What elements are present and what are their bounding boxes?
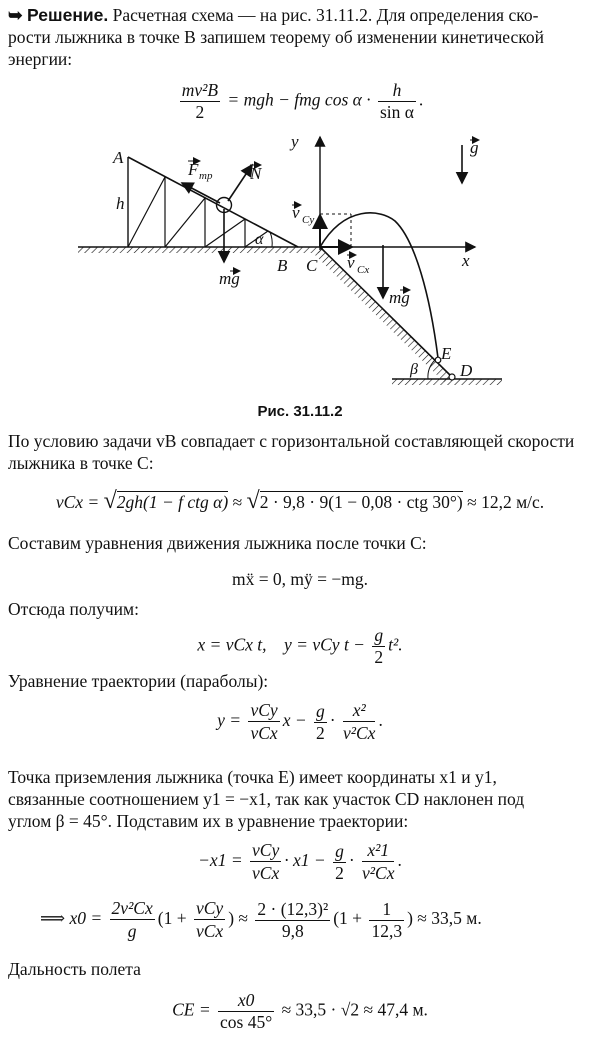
alpha-arc — [270, 232, 272, 247]
label-h: h — [116, 194, 125, 213]
fraction-numeric-x0 — [255, 899, 330, 942]
eq-vcx-lhs: vCx = — [55, 492, 100, 512]
eq-traj-a-num: vCy — [250, 700, 278, 720]
eq-ce-lhs: CE = — [172, 999, 211, 1020]
eq-x0-p1-open: (1 + — [157, 908, 187, 929]
eq-x0-f4-num: 1 — [369, 899, 404, 921]
label-f: F — [188, 160, 199, 179]
motion-paragraph: Составим уравнения движения лыжника после точки C: — [8, 533, 427, 553]
eq-x0-f4-den: 12,3 — [371, 920, 403, 941]
solution-line-3: энергии: — [8, 49, 73, 69]
eq-ce-rhs: ≈ 33,5 · √2 ≈ 47,4 м. — [281, 999, 428, 1020]
eq-x0-lhs: x0 = — [69, 908, 103, 929]
equation-motion: mẍ = 0, mÿ = −mg. — [231, 569, 369, 589]
equation-ce — [0, 990, 600, 1033]
fraction-g-2-traj — [314, 701, 327, 744]
eq-traj-a-den: vCx — [250, 723, 278, 743]
trajectory-parabola — [320, 213, 438, 358]
eq-vcx-rad-2: 2 · 9,8 · 9(1 − 0,08 · ctg 30°) — [259, 492, 463, 512]
eq-traj-end: . — [378, 710, 383, 731]
fraction-1-12 — [369, 899, 404, 942]
eq-land-dot: · — [348, 850, 355, 871]
eq-energy-h-den: sin α — [379, 102, 414, 122]
solution-line-2: рости лыжника в точке B запишем теорему об изменении кинетической — [8, 27, 544, 47]
fraction-g-2 — [372, 625, 385, 668]
figure-caption: Рис. 31.11.2 — [257, 403, 343, 420]
fraction-x0-cos — [218, 990, 274, 1033]
eq-x0-approx: ≈ — [238, 908, 248, 929]
eq-ce-num: x0 — [237, 990, 255, 1010]
ramp-truss-5 — [205, 219, 245, 247]
label-x: x — [462, 251, 470, 270]
eq-x0-f2-num: vCy — [195, 898, 224, 918]
eq-xy-x: x = vCx t, — [197, 634, 267, 655]
eq-land-lhs: −x1 = — [198, 850, 243, 871]
label-y: y — [291, 132, 299, 151]
label-mg-2: mg — [389, 288, 410, 307]
eq-x0-f1-num: 2v²Cx — [111, 898, 153, 918]
label-b: B — [277, 256, 288, 275]
label-g: g — [470, 138, 479, 157]
fraction-vcy-vcx-x0 — [194, 898, 225, 942]
eq-x0-f3-num: 2 · (12,3)² — [257, 898, 329, 919]
fraction-vcy-vcx-land — [250, 840, 281, 884]
eq-energy-end: . — [418, 89, 424, 110]
eq-traj-dot: · — [329, 710, 336, 731]
solution-paragraph — [8, 4, 592, 70]
eq-land-g-den: 2 — [335, 862, 344, 883]
point-d-marker — [449, 374, 455, 380]
label-c: C — [306, 256, 318, 275]
eq-x0-result: ≈ 33,5 м. — [417, 908, 482, 929]
eq-vcx-rad-1: 2gh(1 − f ctg α) — [116, 492, 229, 512]
eq-x0-p2-close: ) — [407, 908, 413, 929]
sqrt-icon-2: √ — [246, 488, 260, 514]
eq-xy-t2: t². — [388, 634, 403, 655]
fraction-mv2 — [180, 80, 220, 123]
equation-trajectory — [0, 700, 600, 744]
eq-land-a-den: vCx — [252, 863, 280, 883]
slope-cd — [320, 247, 452, 377]
equation-xy — [0, 625, 600, 668]
label-vcx: v — [347, 253, 355, 272]
ground-hatch-left — [78, 247, 323, 253]
label-vcy-sub: Cy — [302, 214, 315, 226]
eq-energy-h-num: h — [392, 80, 402, 100]
fraction-g-2-land — [333, 841, 346, 884]
range-paragraph: Дальность полета — [8, 959, 141, 979]
eq-traj-y: y = — [217, 710, 242, 731]
landing-line-3: углом β = 45°. Подставим их в уравнение траектории: — [8, 811, 409, 831]
solution-heading: Решение. — [27, 5, 109, 25]
label-f-sub: тр — [199, 170, 213, 182]
solution-arrow-icon: ➥ — [8, 5, 23, 25]
label-n: N — [250, 164, 262, 183]
fraction-x1-v2 — [362, 840, 394, 884]
equation-landing — [0, 840, 600, 884]
ground-hatch-right — [392, 379, 502, 385]
implies-arrow-icon: ⟹ — [40, 908, 66, 929]
equation-x0 — [40, 898, 592, 942]
label-vcx-sub: Cx — [357, 264, 370, 276]
eq-energy-mid: = mgh − fmg cos α · — [227, 89, 371, 110]
eq-traj-g-num: g — [316, 700, 325, 721]
eq-land-b-num: x²1 — [367, 840, 390, 860]
eq-vcx-approx: ≈ — [232, 492, 243, 512]
figure-31-11-2 — [0, 125, 600, 425]
label-vcy: v — [292, 203, 300, 222]
fraction-h-sin — [378, 80, 416, 123]
hence-paragraph: Отсюда получим: — [8, 599, 139, 619]
equation-vcx — [0, 490, 600, 513]
landing-paragraph — [8, 766, 592, 832]
friction-force-arrow — [182, 183, 220, 203]
condition-paragraph — [8, 430, 592, 474]
ramp-slope — [128, 157, 298, 247]
eq-traj-x: x − — [282, 710, 307, 731]
fraction-x2-v2 — [343, 700, 375, 744]
label-mg-1: mg — [219, 269, 240, 288]
eq-x0-f3-den: 9,8 — [281, 920, 304, 941]
landing-line-2: связанные соотношением y1 = −x1, так как участок CD наклонен под — [8, 789, 525, 809]
label-d: D — [460, 361, 473, 380]
eq-x0-p1-close: ) — [228, 908, 235, 929]
ramp-truss-3 — [165, 198, 205, 247]
label-e: E — [441, 344, 452, 363]
eq-energy-lhs-num: mv²B — [181, 80, 219, 100]
eq-traj-g-den: 2 — [316, 722, 325, 743]
eq-traj-b-num: x² — [352, 700, 366, 720]
eq-land-mid: · x1 − — [284, 850, 326, 871]
eq-traj-b-den: v²Cx — [342, 723, 376, 743]
fraction-2v2-g — [110, 898, 155, 942]
normal-force-arrow — [228, 165, 252, 201]
fraction-vcy-vcx — [248, 700, 279, 744]
solution-line-1: Расчетная схема — на рис. 31.11.2. Для определения ско- — [112, 5, 539, 25]
ramp-truss-1 — [128, 177, 165, 247]
sqrt-icon-1: √ — [103, 488, 117, 514]
landing-line-1: Точка приземления лыжника (точка E) имеет координаты x1 и y1, — [8, 767, 497, 787]
eq-land-g-num: g — [335, 840, 344, 861]
equation-energy — [0, 80, 600, 123]
label-beta: β — [410, 361, 418, 378]
eq-energy-lhs-den: 2 — [195, 102, 205, 122]
eq-vcx-result: ≈ 12,2 м/с. — [467, 492, 545, 512]
eq-land-end: . — [397, 850, 402, 871]
eq-x0-f1-den: g — [127, 921, 137, 941]
label-alpha: α — [255, 231, 264, 248]
eq-land-a-num: vCy — [252, 840, 280, 860]
eq-xy-y: y = vCy t − — [284, 634, 365, 655]
eq-land-b-den: v²Cx — [362, 863, 395, 883]
trajectory-paragraph: Уравнение траектории (параболы): — [8, 671, 269, 691]
eq-ce-den: cos 45° — [220, 1012, 273, 1032]
eq-xy-two: 2 — [374, 647, 384, 667]
point-e-marker — [435, 357, 441, 363]
eq-xy-g: g — [374, 625, 384, 645]
label-a: A — [113, 148, 124, 167]
eq-x0-p2-open: (1 + — [333, 908, 363, 929]
eq-x0-f2-den: vCx — [195, 921, 224, 941]
condition-line-2: лыжника в точке C: — [8, 453, 154, 473]
condition-line-1: По условию задачи vB совпадает с горизонтальной составляющей скорости — [8, 431, 575, 451]
